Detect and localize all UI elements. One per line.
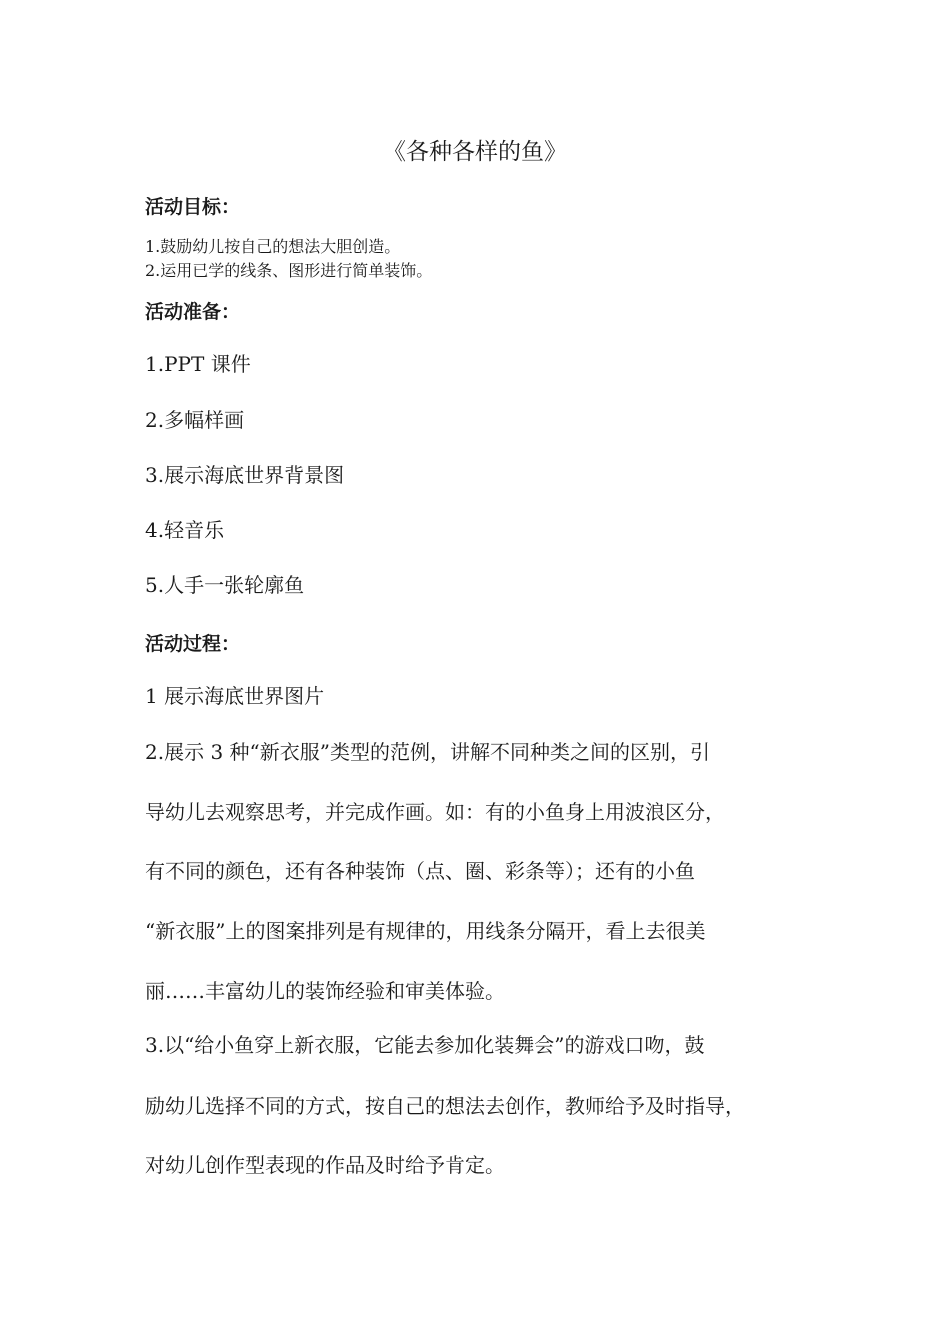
preparation-item-3: 3.展示海底世界背景图 — [145, 463, 345, 487]
process-line-5: “新衣服”上的图案排列是有规律的，用线条分隔开，看上去很美 — [145, 919, 706, 943]
process-line-3: 导幼儿去观察思考，并完成作画。如：有的小鱼身上用波浪区分， — [145, 800, 725, 824]
preparation-item-5: 5.人手一张轮廓鱼 — [145, 573, 305, 597]
preparation-item-4: 4.轻音乐 — [145, 518, 225, 542]
process-line-7: 3.以“给小鱼穿上新衣服，它能去参加化装舞会”的游戏口吻，鼓 — [145, 1033, 705, 1057]
preparation-item-1: 1.PPT 课件 — [145, 352, 251, 376]
goal-item-2: 2.运用已学的线条、图形进行简单装饰。 — [145, 261, 433, 280]
process-line-4: 有不同的颜色，还有各种装饰（点、圈、彩条等）；还有的小鱼 — [145, 859, 695, 883]
process-line-1: 1 展示海底世界图片 — [145, 684, 325, 708]
preparation-heading: 活动准备： — [145, 301, 241, 323]
preparation-item-2: 2.多幅样画 — [145, 408, 245, 432]
process-line-8: 励幼儿选择不同的方式，按自己的想法去创作，教师给予及时指导， — [145, 1094, 745, 1118]
process-line-9: 对幼儿创作型表现的作品及时给予肯定。 — [145, 1153, 505, 1177]
process-line-6: 丽……丰富幼儿的装饰经验和审美体验。 — [145, 979, 505, 1003]
goals-heading: 活动目标： — [145, 196, 241, 218]
document-title: 《各种各样的鱼》 — [383, 139, 567, 165]
process-line-2: 2.展示 3 种“新衣服”类型的范例，讲解不同种类之间的区别，引 — [145, 740, 710, 764]
process-heading: 活动过程： — [145, 633, 241, 655]
goal-item-1: 1.鼓励幼儿按自己的想法大胆创造。 — [145, 237, 401, 256]
